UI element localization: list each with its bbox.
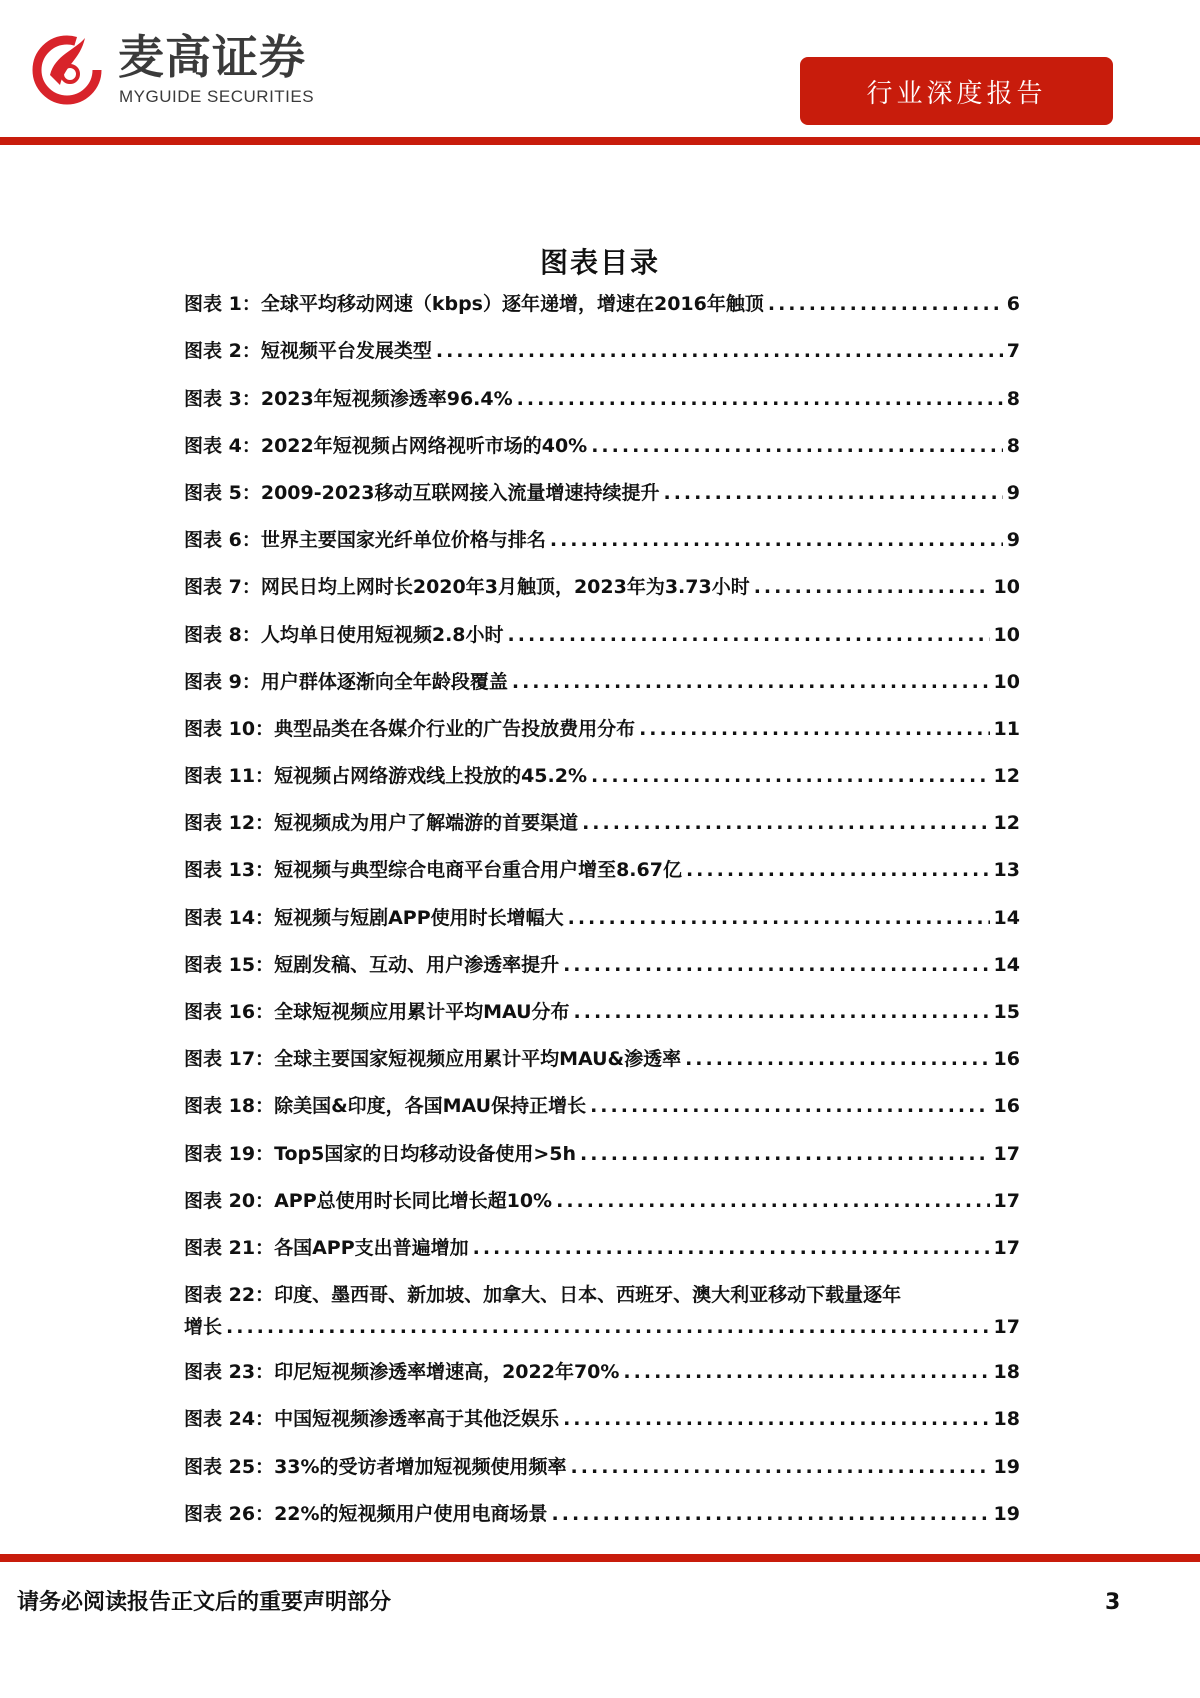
toc-leader-dots: [639, 718, 989, 741]
page-number: 3: [1105, 1590, 1121, 1615]
toc-leader-dots: [664, 482, 1003, 505]
toc-leader-dots: [590, 1095, 989, 1118]
toc-leader-dots: [563, 1408, 989, 1431]
report-type-badge: 行业深度报告: [800, 57, 1113, 125]
toc-entry-label: 图表 4：: [184, 434, 261, 457]
toc-leader-dots: [563, 954, 989, 977]
toc-entry[interactable]: [184, 706, 1020, 753]
toc-entry-title: 全球平均移动网速（kbps）逐年递增，增速在2016年触顶: [260, 293, 764, 316]
toc-entry-label: 图表 3：: [184, 387, 261, 410]
toc-entry-label: 图表 14：: [184, 906, 275, 929]
toc-leader-dots: [591, 765, 990, 788]
toc-entry-page: 18: [993, 1361, 1020, 1384]
toc-entry-title: 短剧发稿、互动、用户渗透率提升: [274, 953, 560, 976]
toc-entry-label: 图表 19：: [184, 1142, 275, 1165]
toc-entry-title: 除美国&印度，各国MAU保持正增长: [274, 1095, 587, 1118]
toc-entry-page: 17: [993, 1315, 1020, 1338]
toc-entry[interactable]: [184, 800, 1020, 847]
footer-disclaimer: 请务必阅读报告正文后的重要声明部分: [17, 1590, 392, 1615]
toc-entry-label: 图表 6：: [184, 529, 261, 552]
header-divider: [0, 137, 1200, 145]
toc-leader-dots: [226, 1316, 990, 1339]
toc-entry-page: 8: [1006, 387, 1020, 410]
toc-entry-title: 典型品类在各媒介行业的广告投放费用分布: [274, 717, 636, 740]
toc-entry-page: 6: [1006, 293, 1020, 316]
toc-entry-page: 15: [993, 1001, 1020, 1023]
toc-entry[interactable]: [184, 753, 1020, 800]
toc-leader-dots: [685, 1048, 989, 1071]
footer-divider: [0, 1554, 1200, 1562]
toc-title: 图表目录: [539, 246, 660, 279]
toc-entry-title: 短视频成为用户了解端游的首要渠道: [274, 812, 579, 835]
toc-entry-label: 图表 7：: [184, 576, 261, 599]
toc-leader-dots: [517, 388, 1003, 411]
toc-entry[interactable]: [184, 611, 1020, 658]
toc-leader-dots: [754, 576, 990, 599]
toc-leader-dots: [473, 1237, 990, 1260]
toc-entry-label: 图表 23：: [184, 1361, 275, 1384]
toc-leader-dots: [552, 1503, 990, 1526]
toc-entry[interactable]: [184, 1083, 1020, 1130]
toc-entry-label: 图表 17：: [184, 1048, 275, 1071]
toc-entry-label: 图表 20：: [184, 1189, 275, 1212]
toc-entry-page: 19: [993, 1455, 1020, 1478]
toc-leader-dots: [512, 671, 990, 694]
toc-entry-page: 12: [993, 765, 1020, 788]
toc-entry-label: 图表 15：: [184, 953, 275, 976]
toc-entry-label: 图表 22：: [184, 1283, 275, 1306]
toc-entry-page: 19: [993, 1502, 1020, 1525]
toc-entry-page: 9: [1006, 529, 1020, 552]
toc-entry[interactable]: [184, 1178, 1020, 1225]
logo-chinese-name: 麦高证券: [118, 30, 306, 84]
toc-entry-label: 图表 24：: [184, 1408, 275, 1431]
toc-entry-label: 图表 12：: [184, 812, 275, 835]
toc-entry[interactable]: [184, 1443, 1020, 1490]
toc-entry-page: 11: [993, 717, 1020, 740]
toc-entry[interactable]: [184, 989, 1020, 1036]
toc-entry[interactable]: [184, 328, 1020, 375]
toc-entry-title: 全球主要国家短视频应用累计平均MAU&渗透率: [274, 1048, 682, 1071]
toc-entry-page: 9: [1006, 481, 1020, 504]
toc-entry-label: 图表 25：: [184, 1455, 275, 1478]
toc-entry[interactable]: [184, 564, 1020, 611]
toc-entry-label: 图表 2：: [184, 340, 261, 363]
toc-entry-page: 14: [993, 906, 1020, 929]
toc-entry-title: 2009-2023移动互联网接入流量增速持续提升: [260, 481, 660, 504]
toc-entry[interactable]: [184, 847, 1020, 894]
toc-entry-line: [184, 1279, 1020, 1311]
toc-entry-label: 图表 13：: [184, 859, 275, 882]
toc-entry-line: [184, 1311, 1020, 1343]
figure-table-of-contents: [184, 281, 1020, 1538]
toc-entry-title: 2023年短视频渗透率96.4%: [260, 387, 513, 410]
toc-entry-title: 各国APP支出普遍增加: [274, 1236, 469, 1259]
toc-leader-dots: [623, 1361, 989, 1384]
toc-entry[interactable]: [184, 375, 1020, 422]
toc-entry[interactable]: [184, 281, 1020, 328]
toc-entry-page: 12: [993, 812, 1020, 835]
toc-entry-title: 人均单日使用短视频2.8小时: [260, 623, 504, 646]
toc-entry-page: 14: [993, 953, 1020, 976]
toc-leader-dots: [568, 907, 990, 930]
toc-entry-title: APP总使用时长同比增长超10%: [274, 1189, 553, 1212]
toc-entry-page: 17: [993, 1236, 1020, 1259]
toc-entry[interactable]: [184, 1036, 1020, 1083]
toc-leader-dots: [436, 340, 1003, 363]
toc-leader-dots: [556, 1190, 989, 1213]
toc-entry-title: 用户群体逐渐向全年龄段覆盖: [260, 670, 508, 693]
toc-entry-label: 图表 5：: [184, 481, 261, 504]
toc-leader-dots: [686, 859, 990, 882]
toc-entry-title: 印度、墨西哥、新加坡、加拿大、日本、西班牙、澳大利亚移动下载量逐年: [274, 1283, 902, 1306]
toc-entry-title: 22%的短视频用户使用电商场景: [274, 1502, 548, 1525]
toc-entry[interactable]: [184, 517, 1020, 564]
toc-entry-label: 图表 10：: [184, 717, 275, 740]
toc-leader-dots: [580, 1143, 990, 1166]
toc-entry-page: 7: [1006, 340, 1020, 363]
logo-english-name: MYGUIDE SECURITIES: [119, 87, 315, 106]
toc-entry-label: 图表 11：: [184, 765, 275, 788]
toc-entry-page: 17: [993, 1189, 1020, 1212]
toc-entry-title: 2022年短视频占网络视听市场的40%: [260, 434, 588, 457]
toc-entry-title: 世界主要国家光纤单位价格与排名: [260, 529, 546, 552]
toc-entry-title: 全球短视频应用累计平均MAU分布: [274, 1001, 570, 1023]
toc-entry-page: 10: [993, 670, 1020, 693]
toc-entry-page: 10: [993, 623, 1020, 646]
logo-icon: [30, 30, 104, 106]
toc-entry[interactable]: [184, 1396, 1020, 1443]
toc-entry-title: 33%的受访者增加短视频使用频率: [274, 1455, 567, 1478]
toc-entry-label: 图表 9：: [184, 670, 261, 693]
toc-entry-page: 18: [993, 1408, 1020, 1431]
toc-entry-label: 图表 8：: [184, 623, 261, 646]
toc-entry[interactable]: [184, 1349, 1020, 1396]
toc-entry-label: 图表 21：: [184, 1236, 275, 1259]
toc-leader-dots: [508, 624, 990, 647]
toc-entry[interactable]: [184, 942, 1020, 989]
toc-entry-title: 短视频占网络游戏线上投放的45.2%: [274, 765, 587, 788]
toc-entry-page: 16: [993, 1048, 1020, 1071]
toc-entry[interactable]: [184, 1272, 1020, 1349]
toc-leader-dots: [550, 529, 1003, 552]
toc-entry-title: Top5国家的日均移动设备使用>5h: [274, 1142, 577, 1165]
toc-entry-label: 图表 18：: [184, 1095, 275, 1118]
toc-entry-label: 图表 16：: [184, 1001, 275, 1023]
toc-entry[interactable]: [184, 659, 1020, 706]
toc-entry[interactable]: [184, 1491, 1020, 1538]
toc-entry-title: 短视频平台发展类型: [260, 340, 432, 363]
toc-entry-page: 17: [993, 1142, 1020, 1165]
toc-leader-dots: [571, 1456, 990, 1479]
toc-entry-label: 图表 1：: [184, 293, 261, 316]
toc-entry[interactable]: [184, 894, 1020, 941]
toc-leader-dots: [582, 812, 989, 835]
toc-entry-page: 8: [1006, 434, 1020, 457]
toc-entry-page: 16: [993, 1095, 1020, 1118]
toc-leader-dots: [768, 293, 1003, 316]
toc-entry-title: 中国短视频渗透率高于其他泛娱乐: [274, 1408, 560, 1431]
toc-entry[interactable]: [184, 423, 1020, 470]
toc-leader-dots: [591, 435, 1003, 458]
toc-entry-title-continuation: 增长: [184, 1315, 223, 1338]
toc-leader-dots: [574, 1001, 990, 1024]
toc-entry[interactable]: [184, 470, 1020, 517]
toc-entry-title: 短视频与短剧APP使用时长增幅大: [274, 906, 564, 929]
toc-entry-page: 13: [993, 859, 1020, 882]
toc-entry-title: 短视频与典型综合电商平台重合用户增至8.67亿: [274, 859, 682, 882]
toc-entry-page: 10: [993, 576, 1020, 599]
toc-entry-title: 印尼短视频渗透率增速高，2022年70%: [274, 1361, 620, 1384]
toc-entry-label: 图表 26：: [184, 1502, 275, 1525]
toc-entry-title: 网民日均上网时长2020年3月触顶，2023年为3.73小时: [260, 576, 750, 599]
toc-entry[interactable]: [184, 1130, 1020, 1177]
toc-entry[interactable]: [184, 1225, 1020, 1272]
